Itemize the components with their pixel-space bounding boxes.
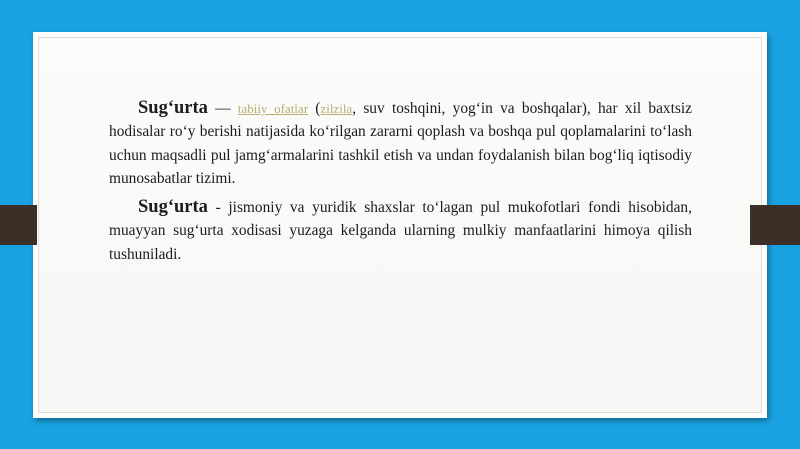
left-side-tab <box>0 205 37 245</box>
open-paren: ( <box>315 100 321 117</box>
slide-content <box>109 97 692 266</box>
definition-paragraph-1 <box>109 97 692 190</box>
term-heading: Sug‘urta <box>138 197 208 218</box>
dash: — <box>215 100 231 117</box>
right-side-tab <box>750 205 800 245</box>
paragraph-text: jismoniy va yuridik shaxslar to‘lagan pul mukofotlari fondi hisobidan, muayyan sug‘urta xodisasi yuzaga kelganda ularning mulkiy manfaatlarini himoya qilish tushuniladi. <box>109 199 692 263</box>
dash: - <box>215 199 221 217</box>
link-natural-disasters[interactable]: tabiiy ofatlar <box>237 101 309 116</box>
term-heading: Sug‘urta <box>138 98 208 118</box>
link-earthquake[interactable]: zilzila <box>320 101 353 116</box>
paragraph-text: , suv toshqini, yog‘in va boshqalar), har xil baxtsiz hodisalar ro‘y berishi natijasida ko‘rilgan zararni qoplash va boshqa pul qoplamalarini to‘lash uchun maqsadli pul jamg‘armalarini tashkil etish va undan foydalanish bilan bog‘liq iqtisodiy munosabatlar tizimi. <box>109 100 692 187</box>
definition-paragraph-2 <box>109 196 692 266</box>
